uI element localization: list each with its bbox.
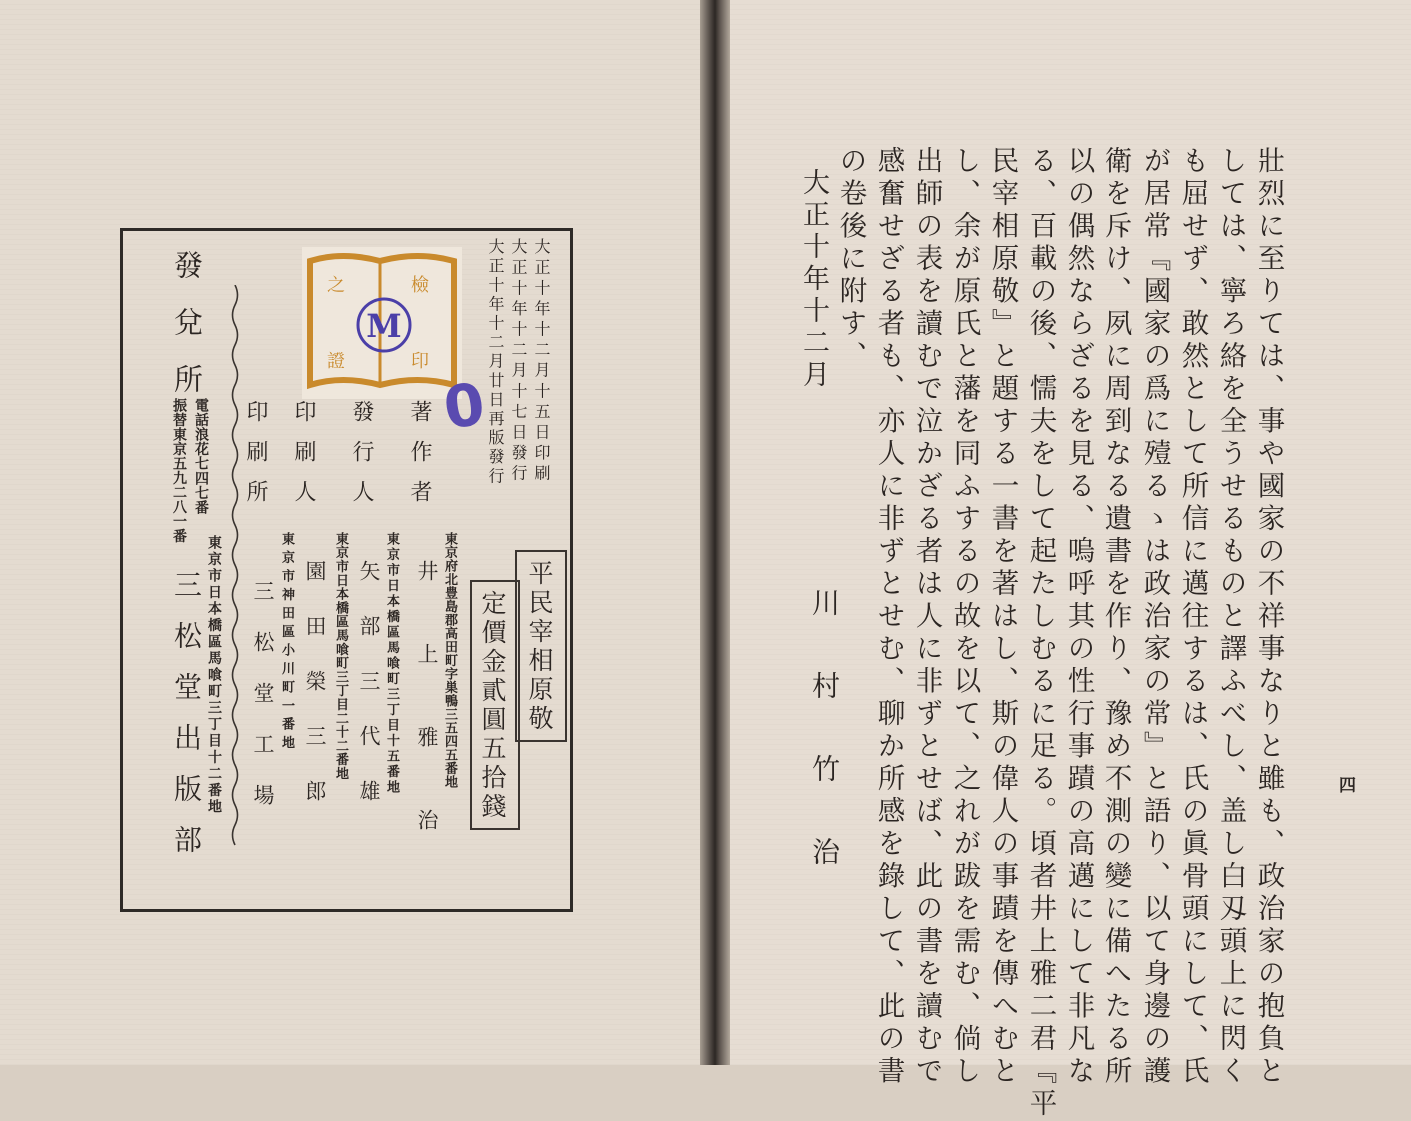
inspection-stamp bbox=[302, 247, 462, 399]
address-issuer: 東京市日本橋區馬喰町三丁目十五番地 bbox=[384, 532, 399, 796]
name-author: 井上雅治 bbox=[415, 560, 439, 892]
stamp-char-3: 證 bbox=[327, 351, 345, 372]
publisher-address: 東京市日本橋區馬喰町三丁目十二番地 bbox=[206, 535, 222, 816]
stamp-char-2: 印 bbox=[411, 351, 429, 372]
name-printshop: 三松堂工場 bbox=[251, 580, 275, 835]
preface-line-6: 以の偶然ならざるを見る、嗚呼其の性行事蹟の高邁にして非凡な bbox=[1062, 146, 1095, 1089]
book-gutter bbox=[700, 0, 730, 1065]
role-label-author: 著作者 bbox=[407, 400, 432, 520]
page-number: 四 bbox=[1335, 776, 1355, 793]
name-issuer: 矢部三代雄 bbox=[357, 560, 381, 835]
preface-line-5: 衛を斥け、夙に周到なる遺書を作り、豫め不測の變に備へたる所 bbox=[1099, 146, 1132, 1089]
preface-line-11: 感奮せざる者も、亦人に非ずとせむ、聊か所感を錄して、此の書 bbox=[872, 146, 905, 1089]
publisher-label: 發兌所 bbox=[170, 250, 204, 421]
preface-line-4: が居常『國家の爲に殪るゝは政治家の常』と語り、以て身邊の護 bbox=[1138, 146, 1171, 1089]
number-mark: 0 bbox=[439, 369, 489, 443]
role-label-issuer: 發行人 bbox=[349, 400, 374, 520]
role-label-printshop: 印刷所 bbox=[243, 400, 268, 520]
preface-line-2: しては、寧ろ絡を全うせるものと譯ふべし、盖し白刄頭上に閃く bbox=[1214, 146, 1247, 1089]
wavy-divider bbox=[228, 285, 242, 855]
preface-date: 大正十年十二月 bbox=[798, 168, 829, 392]
preface-line-9: し、余が原氏と藩を同ふするの故を以て、之れが跋を需む、倘し bbox=[948, 146, 981, 1089]
publish-date: 大正十年十二月十七日發行 bbox=[509, 238, 528, 486]
address-printshop: 東京市神田區小川町一番地 bbox=[279, 532, 294, 754]
preface-author: 川村竹治 bbox=[808, 588, 841, 920]
stamp-char-1: 檢 bbox=[411, 275, 429, 296]
address-printer: 東京市日本橋區馬喰町三丁目二十二番地 bbox=[333, 532, 348, 781]
preface-line-1: 壯烈に至りては、事や國家の不祥事なりと雖も、政治家の抱負と bbox=[1252, 146, 1285, 1089]
publisher-name: 三松堂出版部 bbox=[170, 570, 203, 876]
price-label: 定價金貳圓五拾錢 bbox=[478, 590, 507, 822]
preface-line-8: 民宰相原敬』と題する一書を著はし、斯の偉人の事蹟を傳へむと bbox=[986, 146, 1019, 1089]
name-printer: 園田榮三郎 bbox=[303, 560, 327, 835]
reprint-date: 大正十年十二月廿日再版發行 bbox=[486, 238, 505, 487]
address-author: 東京府北豊島郡高田町字巣鴨三五四五番地 bbox=[442, 532, 457, 789]
role-label-printer: 印刷人 bbox=[291, 400, 316, 520]
seal-monogram: M bbox=[366, 307, 402, 345]
preface-line-7: る、百載の後、懦夫をして起たしむるに足る。頃者井上雅二君『平 bbox=[1024, 146, 1057, 1121]
preface-line-3: も屈せず、敢然として所信に邁往するは、氏の眞骨頭にして、氏 bbox=[1176, 146, 1209, 1089]
print-date: 大正十年十二月十五日印刷 bbox=[532, 238, 551, 486]
publisher-phone: 電話浪花七四七番 bbox=[193, 398, 209, 515]
book-title: 平民宰相原敬 bbox=[525, 560, 554, 734]
publisher-transfer: 振替東京五九二八一番 bbox=[171, 398, 187, 543]
preface-line-12: の卷後に附す、 bbox=[834, 146, 867, 374]
preface-line-10: 出師の表を讀むで泣かざる者は人に非ずとせば、此の書を讀むで bbox=[910, 146, 943, 1089]
stamp-char-4: 之 bbox=[327, 275, 345, 296]
